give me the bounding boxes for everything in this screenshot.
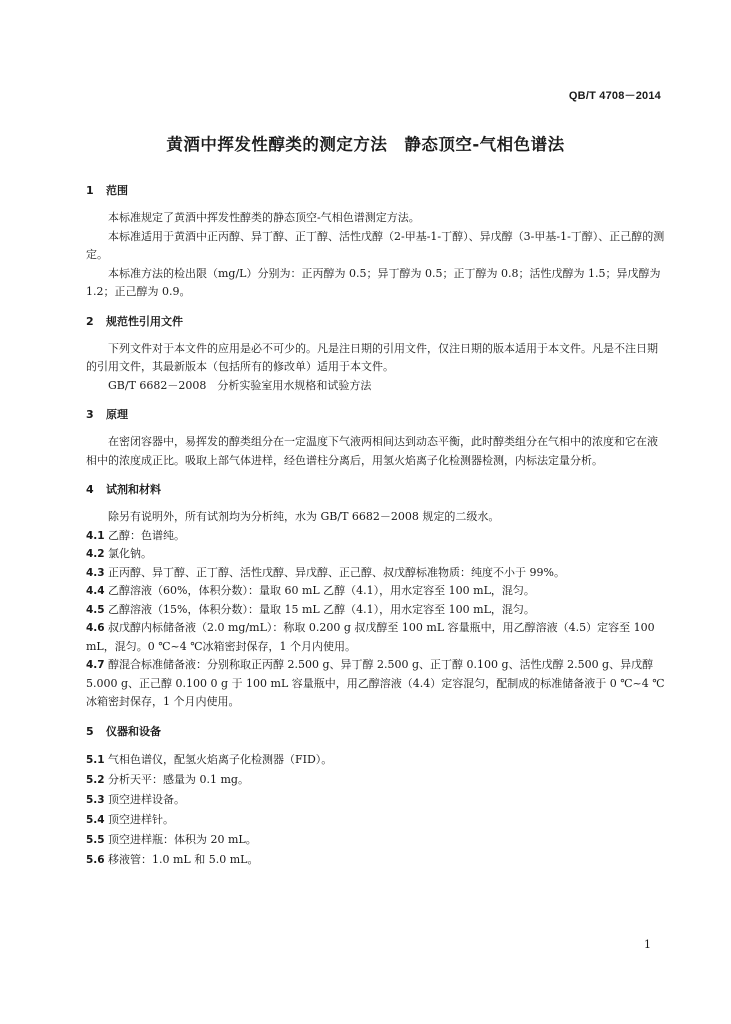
list-item [86,750,666,770]
item-number: 4.3 [86,566,105,579]
item-number: 5.4 [86,813,105,826]
list-item [86,770,666,790]
section-heading-principle [86,406,666,424]
item-text: 正丙醇、异丁醇、正丁醇、活性戊醇、异戊醇、正己醇、叔戊醇标准物质：纯度不小于 99%。 [108,565,565,579]
item-number: 5.3 [86,793,105,806]
item-number: 5.6 [86,853,105,866]
item-number: 4.2 [86,548,105,560]
list-item [86,564,666,583]
section-heading-normative-references [86,313,666,331]
section-heading-apparatus [86,723,666,741]
section-heading-reagents [86,481,666,499]
item-text: 顶空进样针。 [108,812,174,826]
list-item [86,790,666,810]
paragraph: 除另有说明外，所有试剂均为分析纯，水为 GB/T 6682－2008 规定的二级水。 [108,510,500,523]
paragraph: 本标准规定了黄酒中挥发性醇类的静态顶空-气相色谱测定方法。 [108,211,420,224]
item-number: 4.1 [86,529,105,542]
item-text: 乙醇：色谱纯。 [108,528,185,542]
reference-entry: GB/T 6682－2008 分析实验室用水规格和试验方法 [108,378,372,392]
section-title: 原理 [106,408,128,421]
list-item [86,850,666,870]
item-text: 气相色谱仪，配氢火焰离子化检测器（FID）。 [108,752,333,766]
item-number: 4.7 [86,659,105,671]
standard-code: QB/T 4708－2014 [568,90,661,102]
document-title: 黄酒中挥发性醇类的测定方法 静态顶空-气相色谱法 [166,135,565,154]
item-text: 乙醇溶液（15%，体积分数）：量取 15 mL 乙醇（4.1），用水定容至 100 mL，混匀。 [108,602,535,616]
section-title: 试剂和材料 [106,483,161,496]
list-item [86,619,666,656]
item-text: 乙醇溶液（60%，体积分数）：量取 60 mL 乙醇（4.1），用水定容至 100 mL，混匀。 [108,584,535,597]
list-item [86,545,666,564]
item-text: 醇混合标准储备液：分别称取正丙醇 2.500 g、异丁醇 2.500 g、正丁醇 0.100 g、活性戊醇 2.500 g、异戊醇 5.000 g、正己醇 0.100 0 g 于 100 mL 容量瓶中，用乙醇溶液（4.4）定容混匀，配制成的标准储备液于 0 ℃~4 ℃冰箱密封保存，1 个月内使用。 [86,658,665,708]
section-title: 仪器和设备 [106,724,161,738]
item-number: 5.2 [86,773,105,786]
list-item [86,527,666,546]
section-title: 规范性引用文件 [106,314,183,328]
section-number: 4 [86,483,94,496]
section-title: 范围 [106,184,128,197]
section-heading-scope [86,182,666,200]
paragraph: 本标准方法的检出限（mg/L）分别为：正丙醇为 0.5；异丁醇为 0.5；正丁醇为 0.8；活性戊醇为 1.5；异戊醇为 1.2；正己醇为 0.9。 [86,266,661,298]
page-number: 1 [644,938,651,951]
item-number: 4.6 [86,622,105,634]
list-item [86,830,666,850]
section-number: 1 [86,184,94,197]
item-number: 4.4 [86,585,105,597]
item-text: 顶空进样瓶：体积为 20 mL。 [108,832,257,846]
item-text: 顶空进样设备。 [108,792,185,806]
item-text: 叔戊醇内标储备液（2.0 mg/mL）：称取 0.200 g 叔戊醇至 100 mL 容量瓶中，用乙醇溶液（4.5）定容至 100 mL，混匀。0 ℃~4 ℃冰箱密封保存，1 个月内使用。 [86,621,655,653]
list-item [86,601,666,620]
paragraph: 本标准适用于黄酒中正丙醇、异丁醇、正丁醇、活性戊醇（2-甲基-1-丁醇）、异戊醇（3-甲基-1-丁醇）、正己醇的测定。 [86,229,665,261]
item-number: 5.5 [86,833,105,846]
paragraph: 下列文件对于本文件的应用是必不可少的。凡是注日期的引用文件，仅注日期的版本适用于本文件。凡是不注日期的引用文件，其最新版本（包括所有的修改单）适用于本文件。 [86,341,658,373]
section-number: 2 [86,314,94,328]
list-item [86,582,666,601]
list-item [86,656,666,712]
item-number: 5.1 [86,753,105,766]
section-number: 5 [86,724,94,738]
item-number: 4.5 [86,603,105,616]
item-text: 氯化钠。 [108,547,152,560]
section-number: 3 [86,408,94,421]
item-text: 移液管：1.0 mL 和 5.0 mL。 [108,852,259,866]
item-text: 分析天平：感量为 0.1 mg。 [108,772,249,786]
list-item [86,810,666,830]
document-body [86,182,666,870]
paragraph: 在密闭容器中，易挥发的醇类组分在一定温度下气液两相间达到动态平衡，此时醇类组分在气相中的浓度和它在液相中的浓度成正比。吸取上部气体进样，经色谱柱分离后，用氢火焰离子化检测器检测，内标法定量分析。 [86,435,658,467]
